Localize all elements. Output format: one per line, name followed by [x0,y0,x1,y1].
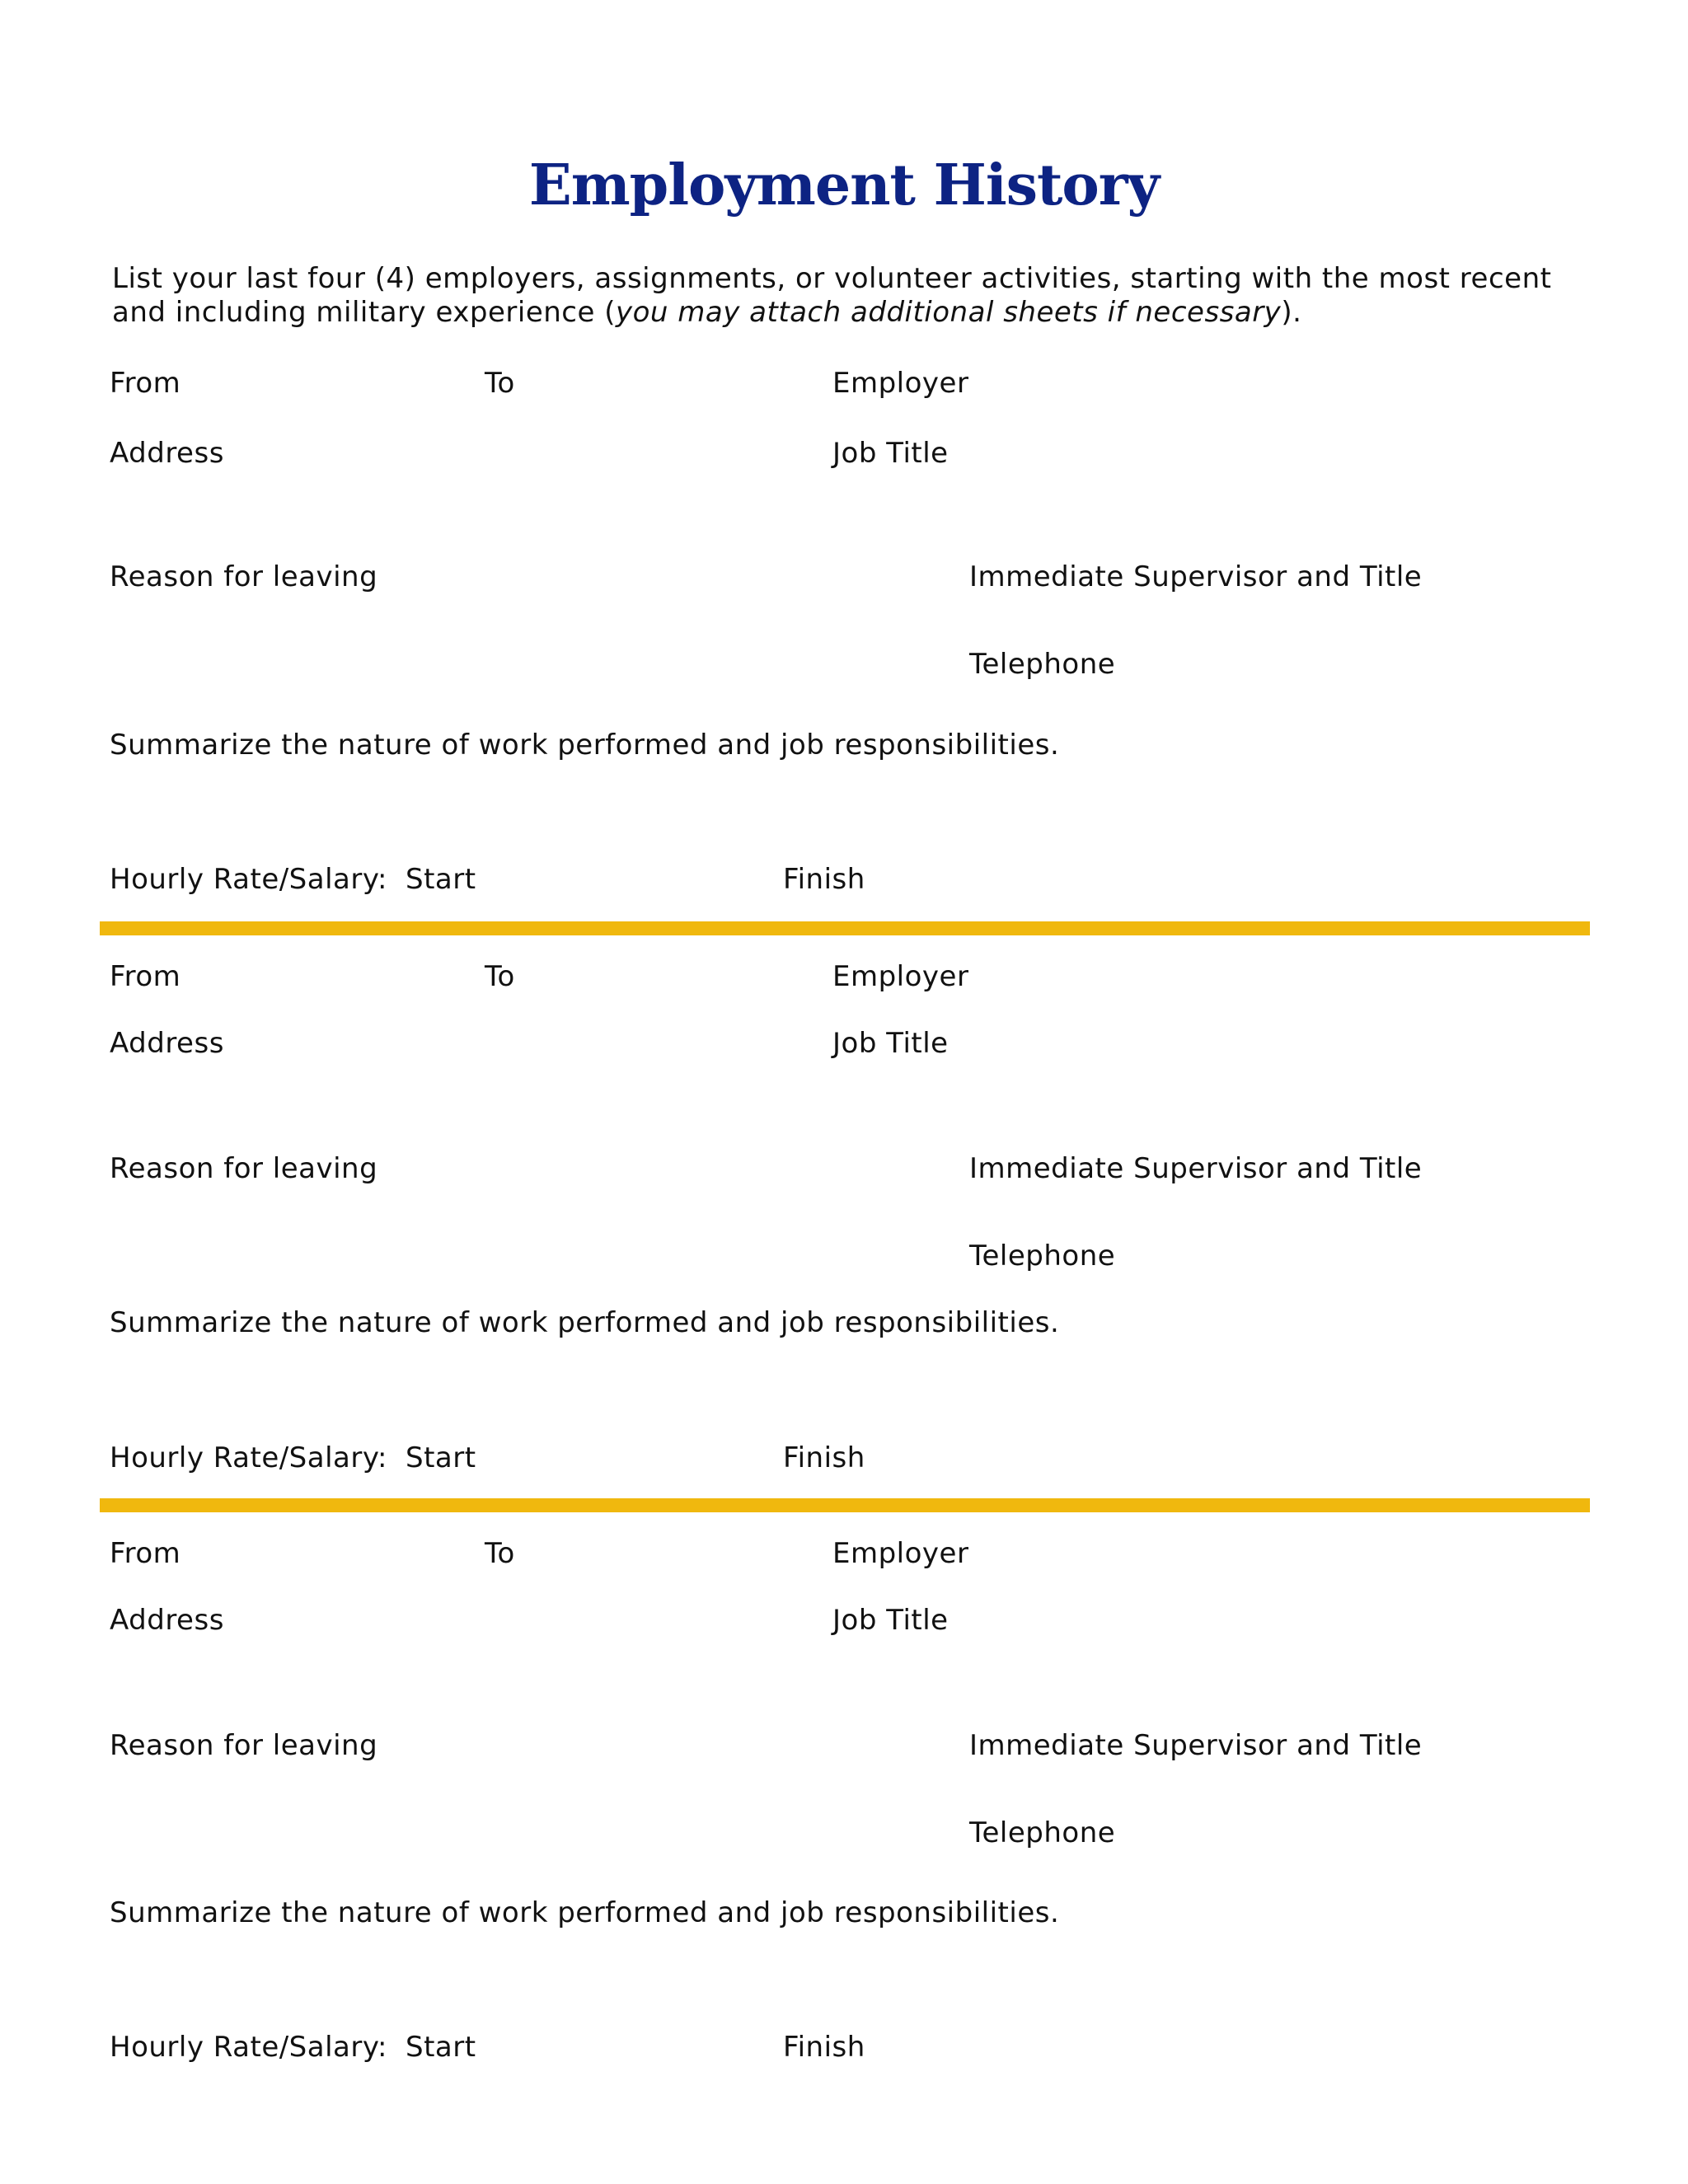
rate-label: Hourly Rate/Salary: [110,863,387,896]
supervisor-label: Immediate Supervisor and Title [969,560,1423,593]
employer-label: Employer [832,960,969,993]
employment-entry-2 [0,960,1688,1521]
telephone-label: Telephone [969,1240,1116,1272]
to-label: To [485,1537,515,1570]
job-title-label: Job Title [832,1027,949,1060]
page-title: Employment History [528,152,1160,218]
employer-label: Employer [832,1537,969,1570]
to-label: To [485,367,515,400]
from-label: From [110,1537,181,1570]
supervisor-label: Immediate Supervisor and Title [969,1729,1423,1762]
rate-finish-label: Finish [783,2031,865,2064]
intro-text [112,262,1596,330]
intro-text-italic: you may attach additional sheets if necessary [615,296,1282,329]
rate-label: Hourly Rate/Salary: [110,1441,387,1474]
rate-finish-label: Finish [783,1441,865,1474]
reason-label: Reason for leaving [110,1152,378,1185]
telephone-label: Telephone [969,648,1116,681]
supervisor-label: Immediate Supervisor and Title [969,1152,1423,1185]
summary-label: Summarize the nature of work performed and job responsibilities. [110,1306,1060,1339]
address-label: Address [110,437,224,470]
reason-label: Reason for leaving [110,1729,378,1762]
rate-start-label: Start [406,1441,476,1474]
intro-text-start: List your last four (4) employers, assignments, or volunteer activities, starting with the most recent and including military experience ( [112,262,1552,329]
from-label: From [110,367,181,400]
employer-label: Employer [832,367,969,400]
telephone-label: Telephone [969,1816,1116,1849]
summary-label: Summarize the nature of work performed and job responsibilities. [110,729,1060,762]
address-label: Address [110,1604,224,1637]
from-label: From [110,960,181,993]
rate-finish-label: Finish [783,863,865,896]
rate-start-label: Start [406,2031,476,2064]
rate-label: Hourly Rate/Salary: [110,2031,387,2064]
section-divider [100,1498,1590,1512]
reason-label: Reason for leaving [110,560,378,593]
section-divider [100,921,1590,935]
employment-entry-3 [0,1537,1688,2097]
rate-start-label: Start [406,863,476,896]
to-label: To [485,960,515,993]
intro-text-end: ). [1281,296,1302,329]
address-label: Address [110,1027,224,1060]
job-title-label: Job Title [832,437,949,470]
summary-label: Summarize the nature of work performed and job responsibilities. [110,1896,1060,1929]
employment-entry-1 [0,367,1688,927]
job-title-label: Job Title [832,1604,949,1637]
